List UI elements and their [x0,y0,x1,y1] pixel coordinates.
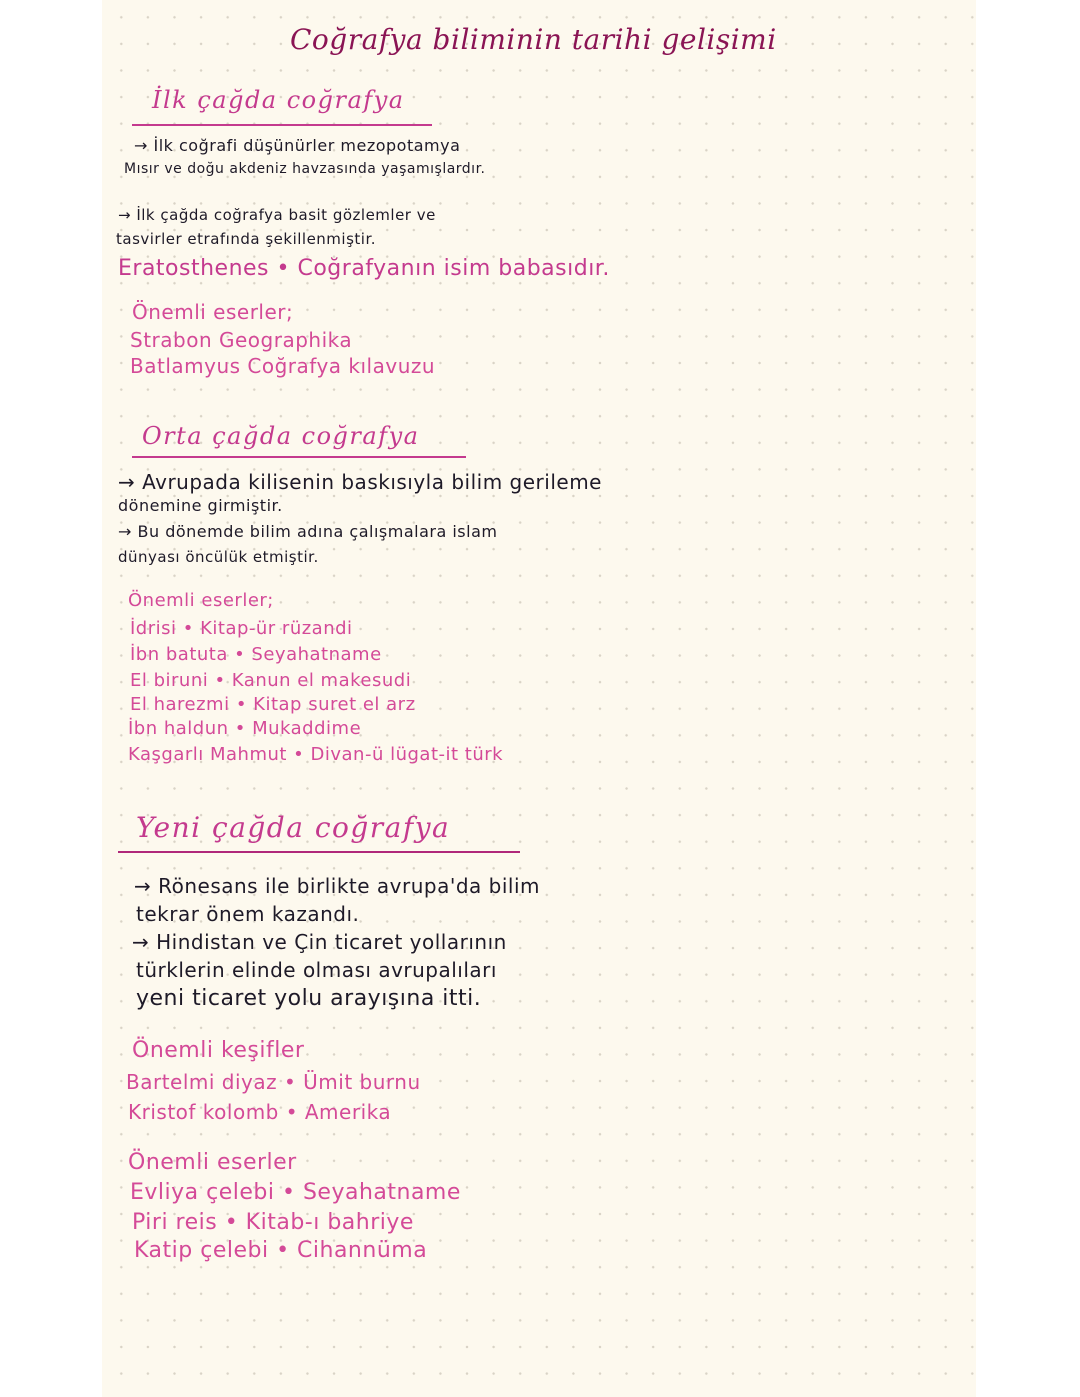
work-item: İdrisi • Kitap-ür rüzandi [130,618,353,639]
heading-underline [132,456,466,458]
discoveries-title: Önemli keşifler [132,1038,305,1063]
work-item: El harezmi • Kitap suret el arz [130,694,416,715]
text-line: türklerin elinde olması avrupalıları [136,958,497,982]
heading-underline [132,124,432,126]
works-title: Önemli eserler; [128,590,274,611]
work-item: Strabon Geographika [130,328,353,352]
work-item: İbn haldun • Mukaddime [128,718,362,739]
work-item: Piri reis • Kitab-ı bahriye [132,1210,414,1235]
work-item: Evliya çelebi • Seyahatname [130,1180,461,1205]
text-line: → İlk coğrafi düşünürler mezopotamya [134,136,461,155]
text-line: yeni ticaret yolu arayışına itti. [136,986,482,1011]
discovery-item: Bartelmi diyaz • Ümit burnu [126,1070,421,1094]
text-line-highlight: Eratosthenes • Coğrafyanın isim babasıdır. [118,256,610,281]
works-title: Önemli eserler [128,1150,297,1175]
text-line: dönemine girmiştir. [118,496,283,515]
works-title: Önemli eserler; [132,300,294,324]
text-line: dünyası öncülük etmiştir. [118,548,319,566]
text-line: → Bu dönemde bilim adına çalışmalara islam [118,522,498,541]
section-heading-orta-cag: Orta çağda coğrafya [142,422,420,450]
work-item: Katip çelebi • Cihannüma [134,1238,428,1263]
text-line: → Rönesans ile birlikte avrupa'da bilim [134,874,541,898]
heading-underline [118,851,520,853]
work-item: El biruni • Kanun el makesudi [130,670,412,691]
work-item: İbn batuta • Seyahatname [130,644,382,665]
text-line: → Avrupada kilisenin baskısıyla bilim gerileme [118,470,602,494]
page-title: Coğrafya biliminin tarihi gelişimi [290,23,777,56]
text-line: tekrar önem kazandı. [136,902,360,926]
notebook-page [102,0,976,1397]
section-heading-yeni-cag: Yeni çağda coğrafya [136,811,451,844]
text-line: tasvirler etrafında şekillenmiştir. [116,230,377,248]
discovery-item: Kristof kolomb • Amerika [128,1100,392,1124]
work-item: Kaşgarlı Mahmut • Divan-ü lügat-it türk [128,744,504,765]
text-line: Mısır ve doğu akdeniz havzasında yaşamışlardır. [124,161,486,177]
work-item: Batlamyus Coğrafya kılavuzu [130,354,436,378]
text-line: → Hindistan ve Çin ticaret yollarının [132,930,507,954]
text-line: → İlk çağda coğrafya basit gözlemler ve [118,206,436,224]
section-heading-ilk-cag: İlk çağda coğrafya [152,86,405,114]
